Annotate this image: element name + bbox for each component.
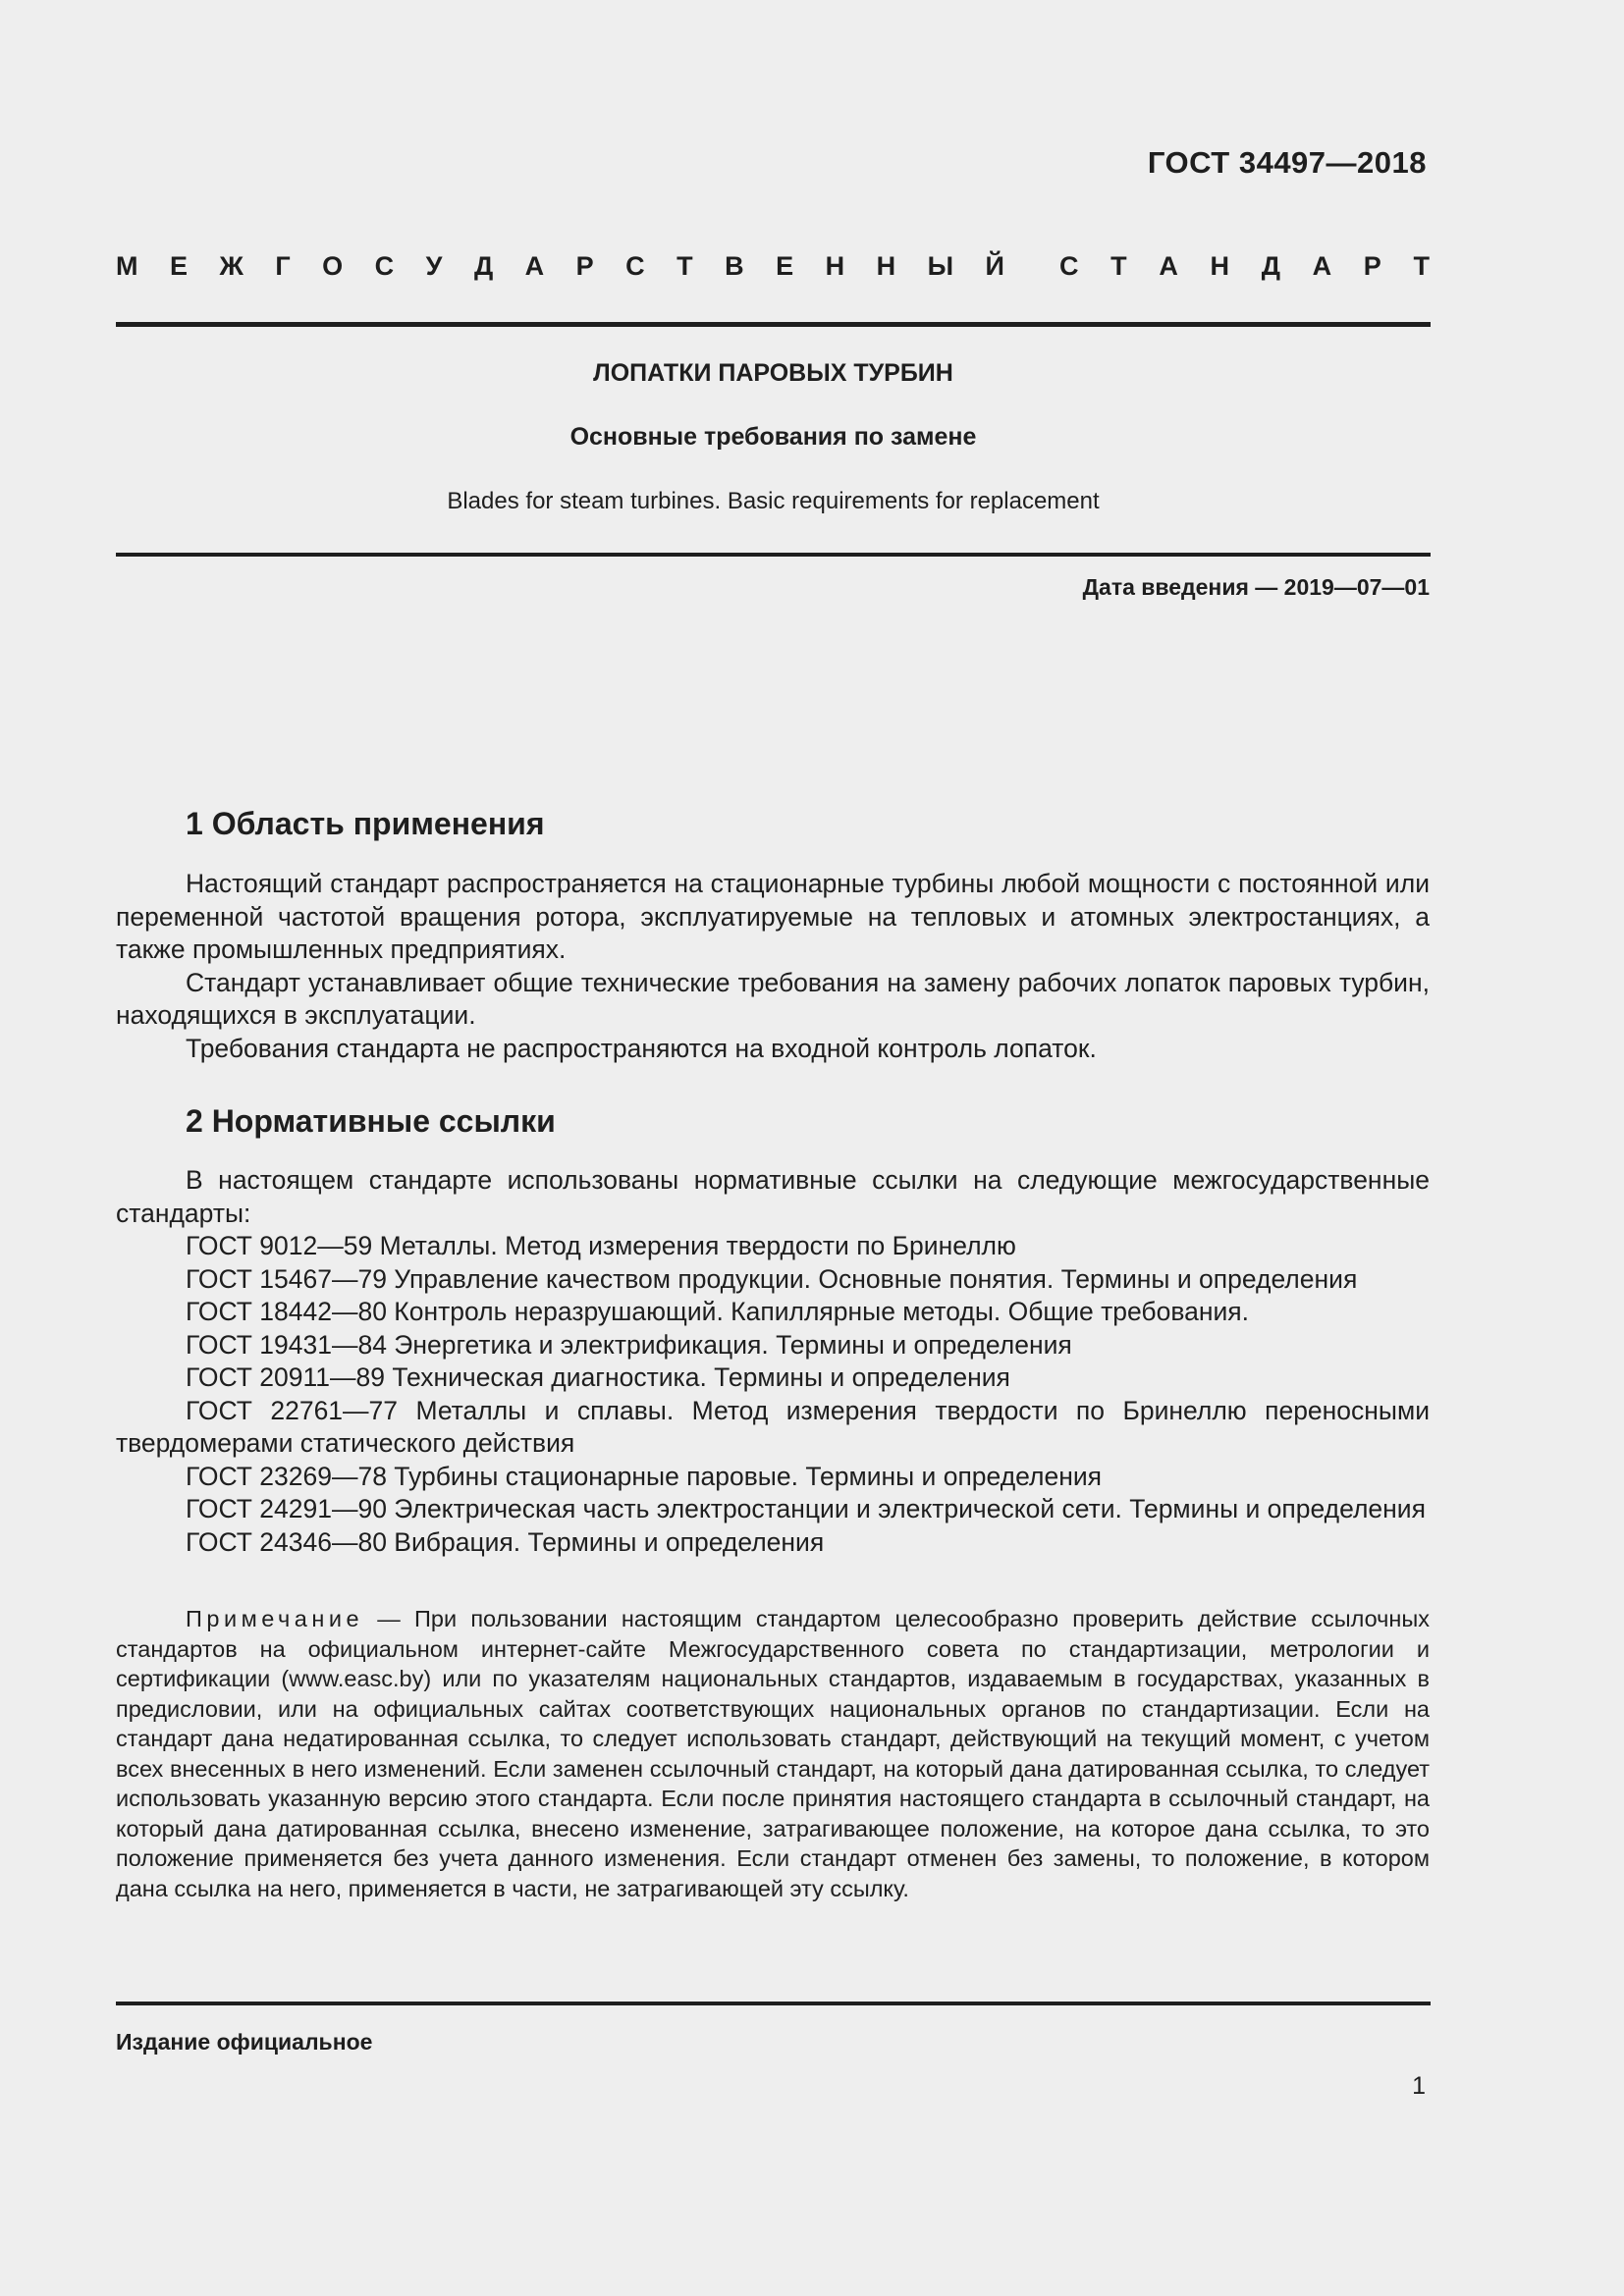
banner-letter: Ж — [219, 251, 244, 281]
reference-item: ГОСТ 9012—59 Металлы. Метод измерения твердости по Бринеллю — [186, 1231, 1016, 1260]
banner-letter: Д — [1261, 251, 1280, 281]
banner-letter: Т — [677, 251, 693, 281]
introduction-date: Дата введения — 2019—07—01 — [1082, 574, 1430, 600]
section-1-heading: 1 Область применения — [186, 806, 545, 841]
reference-item: ГОСТ 23269—78 Турбины стационарные паровые. Термины и определения — [186, 1461, 1103, 1491]
banner-letter: С — [1059, 251, 1079, 281]
reference-item: ГОСТ 24346—80 Вибрация. Термины и определения — [186, 1526, 825, 1557]
banner-letter: Г — [275, 251, 291, 281]
banner-letter: У — [425, 251, 443, 281]
document-title: ЛОПАТКИ ПАРОВЫХ ТУРБИН — [593, 359, 953, 387]
reference-item: ГОСТ 20911—89 Техническая диагностика. Термины и определения — [186, 1362, 1010, 1392]
official-edition-label: Издание официальное — [116, 2029, 373, 2055]
interstate-standard-banner — [116, 251, 1430, 282]
page-number: 1 — [1412, 2072, 1426, 2100]
section-2-body — [116, 1164, 1430, 1559]
reference-item: ГОСТ 15467—79 Управление качеством продукции. Основные понятия. Термины и определения — [186, 1263, 1358, 1294]
reference-item: ГОСТ 22761—77 Металлы и сплавы. Метод измерения твердости по Бринеллю переносными твердомерами статического действия — [116, 1395, 1430, 1458]
banner-letter: Р — [1363, 251, 1381, 281]
banner-letter: Й — [985, 251, 1004, 281]
paragraph: Стандарт устанавливает общие технические требования на замену рабочих лопаток паровых турбин, находящихся в эксплуатации. — [116, 967, 1430, 1030]
banner-letter: Т — [1110, 251, 1127, 281]
banner-letter: Н — [1210, 251, 1230, 281]
banner-letter: М — [116, 251, 138, 281]
title-divider — [116, 553, 1431, 557]
paragraph: Настоящий стандарт распространяется на стационарные турбины любой мощности с постоянной или переменной частотой вращения ротора, эксплуатируемые на тепловых и атомных электростанциях, а также промышленных предприятиях. — [116, 869, 1430, 964]
banner-letter: В — [725, 251, 744, 281]
banner-letter: Е — [169, 251, 188, 281]
english-title: Blades for steam turbines. Basic requirements for replacement — [447, 488, 1100, 514]
banner-letter: С — [374, 251, 395, 281]
banner-letter: А — [1159, 251, 1178, 281]
banner-letter: Д — [473, 251, 494, 281]
paragraph: В настоящем стандарте использованы нормативные ссылки на следующие межгосударственные стандарты: — [116, 1165, 1430, 1228]
reference-item: ГОСТ 24291—90 Электрическая часть электростанции и электрической сети. Термины и определения — [186, 1494, 1426, 1523]
banner-letter: А — [1312, 251, 1332, 281]
top-divider — [116, 322, 1431, 327]
section-1-body — [116, 868, 1430, 1065]
section-2-heading: 2 Нормативные ссылки — [186, 1103, 556, 1139]
banner-letter: Е — [776, 251, 794, 281]
banner-letter: Н — [825, 251, 845, 281]
reference-item: ГОСТ 19431—84 Энергетика и электрификация. Термины и определения — [186, 1329, 1072, 1360]
note — [116, 1604, 1430, 1903]
document-subtitle: Основные требования по замене — [569, 423, 977, 451]
footer-divider — [116, 2002, 1431, 2005]
interstate-word — [116, 251, 1004, 282]
banner-letter: С — [625, 251, 645, 281]
document-code: ГОСТ 34497—2018 — [1147, 145, 1427, 180]
banner-letter: А — [524, 251, 545, 281]
reference-item: ГОСТ 18442—80 Контроль неразрушающий. Капиллярные методы. Общие требования. — [186, 1297, 1250, 1326]
banner-letter: Т — [1413, 251, 1430, 281]
paragraph: Требования стандарта не распространяются на входной контроль лопаток. — [186, 1033, 1097, 1063]
banner-letter: Ы — [927, 251, 954, 281]
banner-letter: О — [322, 251, 344, 281]
banner-letter: Р — [575, 251, 594, 281]
standard-word — [1059, 251, 1430, 282]
note-text: — При пользовании настоящим стандартом целесообразно проверить действие ссылочных стандартов на официальном интернет-сайте Межгосударственного совета по стандартизации, метрологии и сертификации (www.easc.by) или по указателям национальных стандартов, издаваемым в государствах, указанных в предисловии, или на официальных сайтах соответствующих национальных органов по стандартизации. Если на стандарт дана недатированная ссылка, то следует использовать стандарт, действующий на текущий момент, с учетом всех внесенных в него изменений. Если заменен ссылочный стандарт, на который дана датированная ссылка, то следует использовать указанную версию этого стандарта. Если после принятия настоящего стандарта в ссылочный стандарт, на который дана датированная ссылка, внесено изменение, затрагивающее положение, на которое дана ссылка, то это положение применяется без учета данного изменения. Если стандарт отменен без замены, то положение, в котором дана ссылка на него, применяется в части, не затрагивающей эту ссылку. — [116, 1606, 1430, 1901]
note-label: Примечание — [186, 1606, 364, 1631]
banner-letter: Н — [876, 251, 896, 281]
